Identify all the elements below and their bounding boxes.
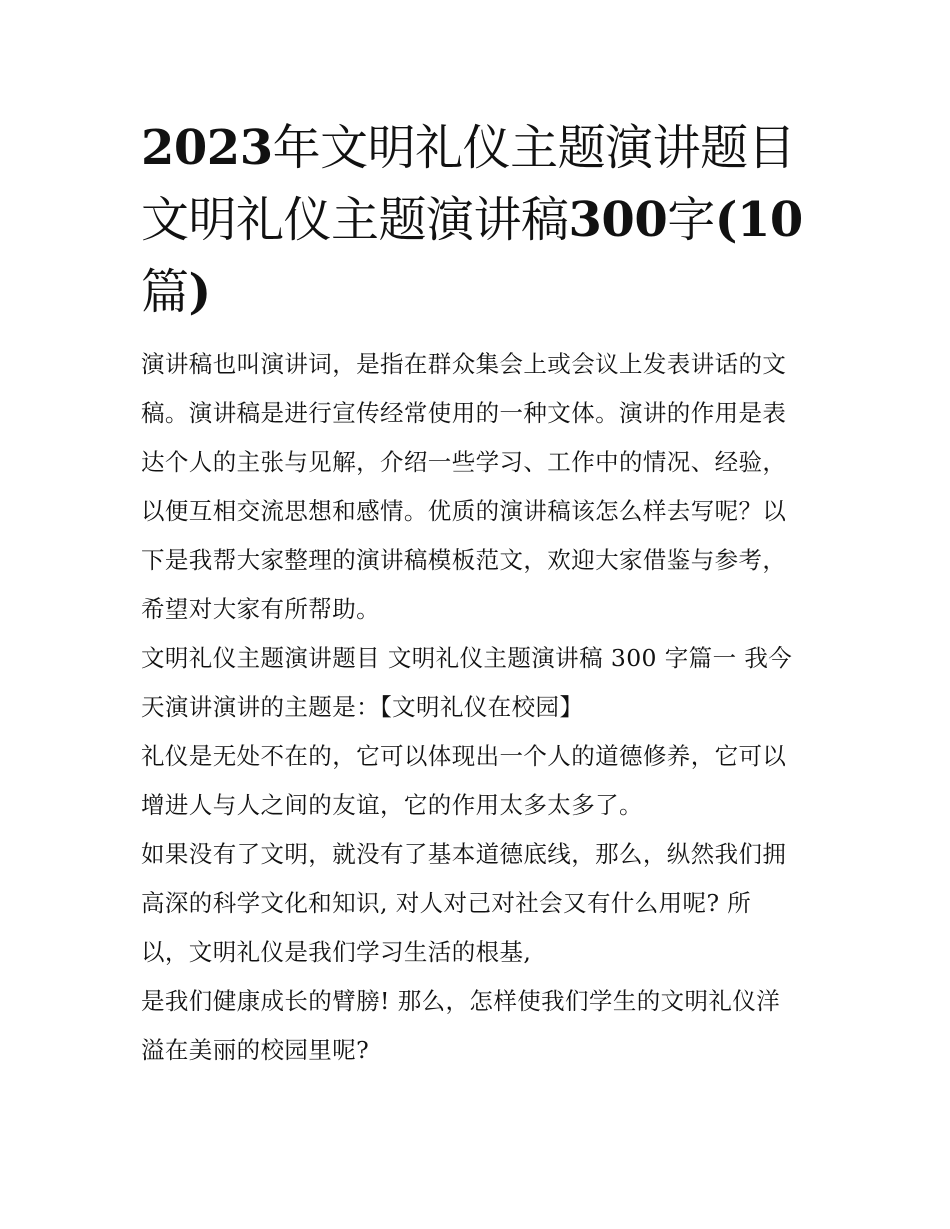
paragraph-civilization (141, 830, 816, 977)
title-line (141, 184, 816, 256)
document-page (141, 112, 816, 1075)
title-text: 字 (667, 192, 715, 248)
text-line: 增进人与人之间的友谊，它的作用太多太多了。 (141, 791, 643, 819)
text-line: 希望对大家有所帮助。 (141, 595, 380, 623)
text-line: 以便互相交流思想和感情。优质的演讲稿该怎么样去写呢？以 (141, 497, 787, 525)
text-line: 达个人的主张与见解，介绍一些学习、工作中的情况、经验， (141, 448, 787, 476)
text-line: 礼仪是无处不在的，它可以体现出一个人的道德修养，它可以 (141, 742, 787, 770)
title-line (141, 112, 816, 184)
text-line: 是我们健康成长的臂膀! 那么，怎样使我们学生的文明礼仪洋 (141, 987, 781, 1015)
title-number: (10 (714, 192, 803, 248)
text-line: 演讲稿也叫演讲词，是指在群众集会上或会议上发表讲话的文 (141, 350, 787, 378)
text-line: 如果没有了文明，就没有了基本道德底线，那么，纵然我们拥 (141, 840, 787, 868)
title-paren: ) (188, 264, 211, 320)
paragraph-intro (141, 340, 816, 634)
title-text: 篇 (141, 264, 189, 320)
title-text: 文明礼仪主题演讲稿 (141, 192, 569, 248)
paragraph-etiquette (141, 732, 816, 830)
title-year: 2023 (141, 120, 273, 176)
title-number: 300 (568, 192, 668, 248)
text-line: 高深的科学文化和知识, 对人对己对社会又有什么用呢? 所 (141, 889, 752, 917)
paragraph-topic (141, 634, 816, 732)
document-title (141, 112, 816, 328)
text-line: 溢在美丽的校园里呢? (141, 1036, 370, 1064)
title-text: 年文明礼仪主题演讲题目 (272, 120, 796, 176)
text-line: 稿。演讲稿是进行宣传经常使用的一种文体。演讲的作用是表 (141, 399, 787, 427)
text-line: 天演讲演讲的主题是：【文明礼仪在校园】 (141, 693, 584, 721)
text-line: 以，文明礼仪是我们学习生活的根基, (141, 938, 532, 966)
paragraph-question (141, 977, 816, 1075)
text-line: 文明礼仪主题演讲题目 文明礼仪主题演讲稿 300 字篇一 我今 (141, 644, 793, 672)
document-body (141, 340, 816, 1075)
title-line (141, 256, 816, 328)
text-line: 下是我帮大家整理的演讲稿模板范文，欢迎大家借鉴与参考， (141, 546, 787, 574)
